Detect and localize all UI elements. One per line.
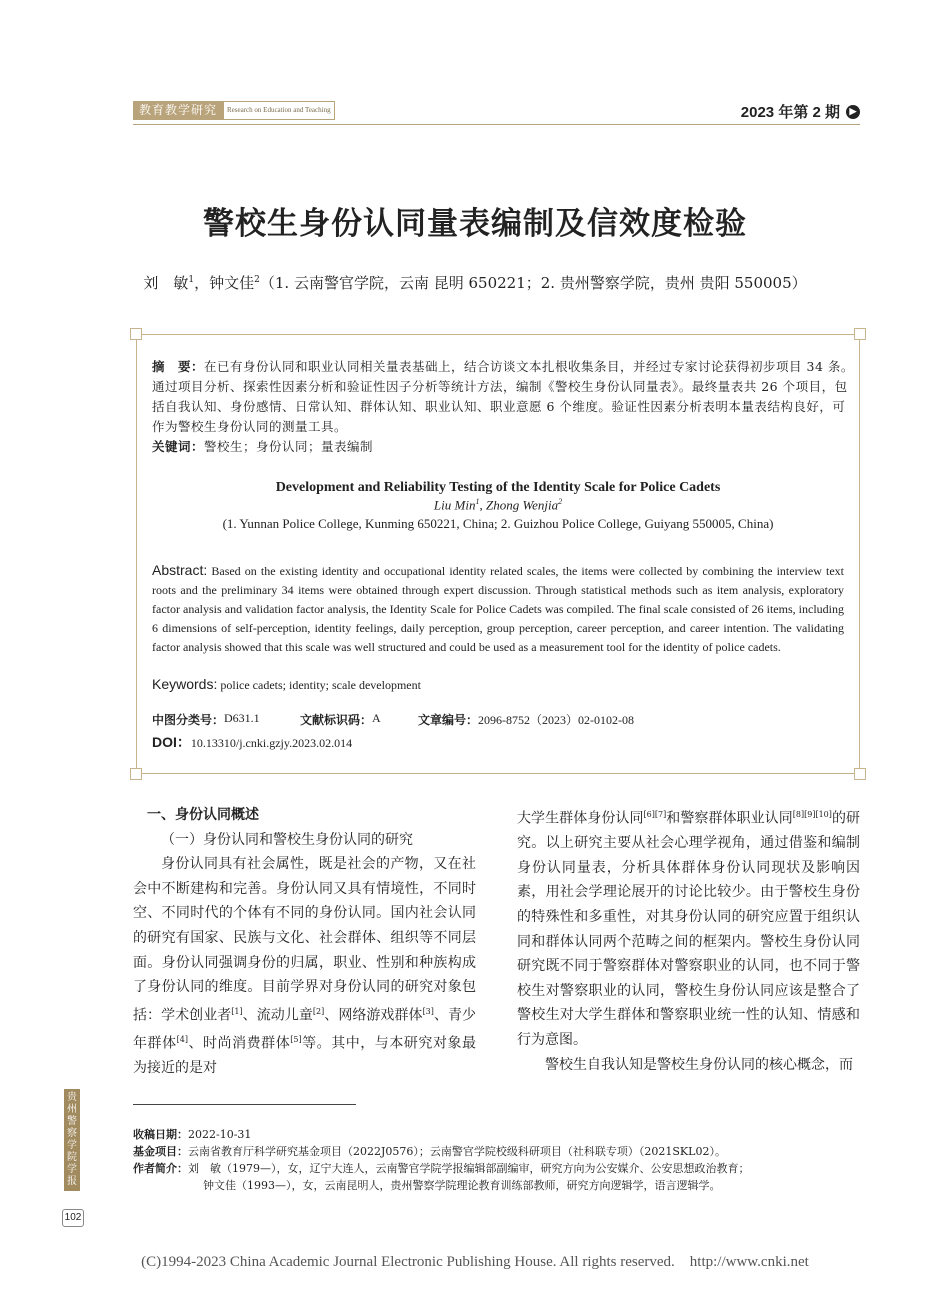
para-text: 大学生群体身份认同 (517, 810, 644, 827)
citation[interactable]: [6][7] (643, 810, 667, 819)
author-2: 钟文佳 (209, 274, 255, 292)
doi-value: 10.13310/j.cnki.gzjy.2023.02.014 (190, 736, 353, 750)
received-label: 收稿日期： (133, 1128, 188, 1141)
body-column-right (517, 803, 860, 1077)
author-2-sup: 2 (254, 275, 260, 285)
para-text: 、时尚消费群体 (187, 1035, 291, 1052)
fund-label: 基金项目： (133, 1145, 188, 1158)
doc-code-label: 文献标识码： (300, 713, 373, 727)
author-1-sup: 1 (188, 275, 195, 285)
keywords-en-label: Keywords: (152, 676, 218, 692)
bio-2: 钟文佳（1993—），女，云南昆明人，贵州警察学院理论教育训练部教师，研究方向逻辑学，语言逻辑学。 (203, 1179, 721, 1192)
paragraph-1-cont (517, 803, 860, 1053)
frame-corner-bl (130, 768, 142, 780)
citation[interactable]: [8][9][10] (792, 810, 832, 819)
classification-row (152, 711, 634, 728)
para-text: 、青少年群体 (133, 1007, 477, 1052)
abstract-cn (152, 357, 858, 457)
para-text: 身份认同具有社会属性，既是社会的产物，又在社会中不断建构和完善。身份认同又具有情境性，不同时空、不同时代的个体有不同的身份认同。国内社会认同的研究有国家、民族与文化、社会群体、组织等不同层面。身份认同强调身份的归属，职业、性别和种族构成了身份认同的维度。目前学界对身份认同的研究对象包括：学术创业者 (133, 856, 476, 1024)
section-tag-en: Research on Education and Teaching (223, 101, 335, 120)
english-author-2: Zhong Wenjia (485, 497, 559, 513)
fund-text: 云南省教育厅科学研究基金项目（2022J0576）；云南警官学院校级科研项目（社科联专项）（2021SKL02）。 (188, 1145, 726, 1158)
para-text: 的研究。以上研究主要从社会心理学视角，通过借鉴和编制身份认同量表，分析具体群体身份认同现状及影响因素，用社会学理论展开的讨论比较少。由于警校生身份的特殊性和多重性，对其身份认同的研究应置于组织认同和群体认同两个范畴之间的框架内。警校生身份认同研究既不同于警察群体对警察职业的认同，也不同于警校生对警察职业的认同，警校生身份认同应该是整合了警校生对大学生群体和警察职业统一性的认知、情感和行为意图。 (517, 810, 861, 1048)
bio-1: 刘 敏（1979—），女，辽宁大连人，云南警官学院学报编辑部副编审，研究方向为公安媒介、公安思想政治教育； (188, 1162, 750, 1175)
keywords-cn-label: 关键词： (152, 439, 205, 454)
english-title: Development and Reliability Testing of the Identity Scale for Police Cadets (275, 480, 721, 495)
body-column-left (133, 803, 476, 1081)
journal-brand: 贵州警察学院学报 (64, 1089, 80, 1191)
para-text: 等。其中，与本研究对象最为接近的是对 (133, 1035, 477, 1077)
citation[interactable]: [3] (422, 1006, 434, 1016)
citation[interactable]: [5] (290, 1035, 302, 1044)
header-divider (133, 124, 860, 125)
issue-label (741, 101, 860, 122)
frame-corner-tl (130, 328, 142, 340)
author-1: 刘 敏 (143, 274, 189, 292)
doc-code-value: A (372, 711, 381, 725)
article-title: 警校生身份认同量表编制及信效度检验 (203, 206, 747, 242)
doi-label: DOI： (152, 734, 191, 750)
section-tag-cn: 教育教学研究 (133, 101, 223, 120)
abstract-cn-label: 摘 要： (152, 359, 205, 374)
english-author-2-sup: 2 (558, 497, 563, 506)
abstract-cn-text: 在已有身份认同和职业认同相关量表基础上，结合访谈文本扎根收集条目，并经过专家讨论获得初步项目 34 条。通过项目分析、探索性因素分析和验证性因子分析等统计方法，编制《警校生身份认同量表》。最终量表共 26 个项目，包括自我认知、身份感情、日常认知、群体认知、职业认知、职业意愿 6 个维度。验证性因素分析表明本量表结构良好，可作为警校生身份认同的测量工具。 (152, 359, 854, 434)
paragraph-2: 警校生自我认知是警校生身份认同的核心概念，而 (545, 1056, 853, 1073)
abstract-en-label: Abstract: (152, 562, 208, 578)
keywords-cn: 警校生；身份认同；量表编制 (204, 439, 374, 454)
english-affiliation: (1. Yunnan Police College, Kunming 650221, China; 2. Guizhou Police College, Guiyang 550005, China) (222, 516, 774, 531)
bio-label: 作者简介： (133, 1162, 188, 1175)
received-date: 2022-10-31 (188, 1128, 252, 1141)
abstract-en (152, 561, 844, 657)
page-number: 102 (62, 1209, 84, 1227)
copyright-footer: (C)1994-2023 China Academic Journal Electronic Publishing House. All rights reserved. http://www.cnki.net (141, 1254, 809, 1270)
paragraph-1 (133, 852, 476, 1081)
english-author-1: Liu Min (433, 497, 476, 513)
clc-value: D631.1 (224, 711, 260, 725)
abstract-en-text: Based on the existing identity and occupational identity related scales, the items were collected by combining the interview text roots and the preliminary 34 items were obtained through expert discussion. Through statistical methods such as item analysis, exploratory factor analysis and validation factor analysis, the Identity Scale for Police Cadets was compiled. The final scale consisted of 26 items, including 6 dimensions of self-perception, identity feelings, daily perception, group perception, career perception, and career intention. The validating factor analysis showed that this scale was well structured and could be used as a measurement tool for the identity of police cadets. (152, 564, 844, 654)
clc-label: 中图分类号： (152, 713, 225, 727)
para-text: 、流动儿童 (242, 1007, 313, 1024)
affiliation-cn: （1. 云南警官学院，云南 昆明 650221；2. 贵州警察学院，贵州 贵阳 550005） (259, 274, 807, 292)
article-no-value: 2096-8752（2023）02-0102-08 (478, 713, 635, 727)
issue-text: 2023 年第 2 期 (740, 104, 840, 121)
para-text: 和警察群体职业认同 (666, 810, 793, 827)
english-author-1-sup: 1 (475, 497, 480, 506)
frame-corner-tr (854, 328, 866, 340)
footnotes (133, 1126, 863, 1194)
keywords-en-row (152, 676, 421, 693)
footnote-divider (133, 1104, 356, 1105)
doi-row (152, 732, 352, 752)
article-no-label: 文章编号： (418, 713, 479, 727)
citation[interactable]: [1] (231, 1006, 243, 1016)
citation[interactable]: [2] (312, 1006, 325, 1016)
section-tag (133, 101, 335, 120)
subsection-heading: （一）身份认同和警校生身份认同的研究 (161, 831, 413, 848)
para-text: 、网络游戏群体 (324, 1007, 423, 1024)
section-heading: 一、身份认同概述 (147, 807, 259, 823)
english-authors: Liu Min$^1$, Zhong Wenjia$^2$ (433, 497, 563, 513)
citation[interactable]: [4] (176, 1035, 188, 1044)
frame-corner-br (854, 768, 866, 780)
author-line: 刘 敏$^1$，钟文佳$^2$（1. 云南警官学院，云南 昆明 650221；2. 贵州警察学院，贵州 贵阳 550005） (143, 274, 807, 292)
chevron-right-icon: ▶ (846, 105, 860, 119)
journal-side-tab (64, 1089, 80, 1191)
keywords-en: police cadets; identity; scale development (220, 678, 421, 692)
